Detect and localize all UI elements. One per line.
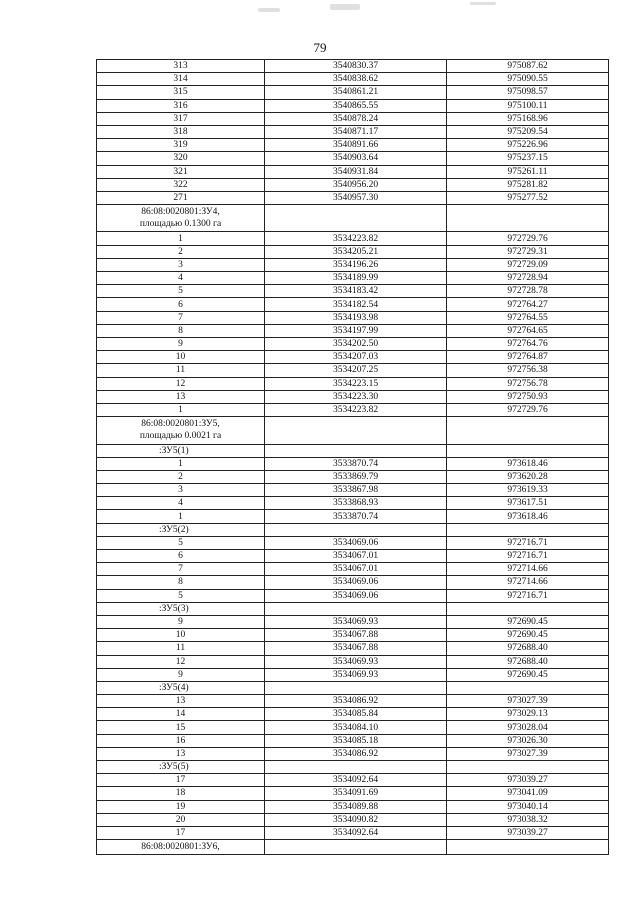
- coordinates-table: [96, 59, 609, 855]
- part-header-row: [97, 602, 609, 615]
- table-row: [97, 377, 609, 390]
- coordinate-y: 975237.15: [447, 152, 609, 165]
- coordinate-y: 972716.71: [447, 536, 609, 549]
- coordinate-x: 3534069.93: [265, 655, 447, 668]
- coordinate-y: 972714.66: [447, 563, 609, 576]
- table-row: [97, 668, 609, 681]
- coordinate-y: 972764.65: [447, 324, 609, 337]
- empty-cell: [447, 761, 609, 774]
- coordinate-x: 3534182.54: [265, 298, 447, 311]
- coordinate-x: 3534092.64: [265, 774, 447, 787]
- page-number: 79: [313, 40, 327, 55]
- table-row: [97, 695, 609, 708]
- coordinate-y: 972764.55: [447, 311, 609, 324]
- coordinate-y: 973038.32: [447, 813, 609, 826]
- coordinate-x: 3533869.79: [265, 470, 447, 483]
- point-number: 8: [97, 576, 265, 589]
- coordinate-y: 975098.57: [447, 86, 609, 99]
- coordinate-y: 972716.71: [447, 589, 609, 602]
- coordinate-y: 973619.33: [447, 484, 609, 497]
- table-row: [97, 390, 609, 403]
- coordinate-y: 973039.27: [447, 774, 609, 787]
- coordinate-x: 3534197.99: [265, 324, 447, 337]
- point-number: 10: [97, 629, 265, 642]
- point-number: 11: [97, 364, 265, 377]
- plot-area: площадью 0.0021 га: [139, 431, 222, 442]
- table-row: [97, 787, 609, 800]
- coordinate-x: 3534193.98: [265, 311, 447, 324]
- coordinate-x: 3534069.06: [265, 589, 447, 602]
- coordinate-y: 975277.52: [447, 191, 609, 204]
- coordinate-y: 973618.46: [447, 510, 609, 523]
- part-header-row: [97, 761, 609, 774]
- coordinate-x: 3540871.17: [265, 125, 447, 138]
- point-number: 9: [97, 337, 265, 350]
- coordinate-y: 972750.93: [447, 390, 609, 403]
- coordinate-y: 972728.78: [447, 285, 609, 298]
- coordinate-x: 3534207.03: [265, 351, 447, 364]
- coordinate-y: 973618.46: [447, 457, 609, 470]
- part-header-row: [97, 444, 609, 457]
- empty-cell: [265, 523, 447, 536]
- point-number: 4: [97, 272, 265, 285]
- coordinate-y: 972690.45: [447, 629, 609, 642]
- coordinate-x: 3534189.99: [265, 272, 447, 285]
- coordinate-x: 3534205.21: [265, 245, 447, 258]
- table-row: [97, 165, 609, 178]
- empty-cell: [447, 840, 609, 855]
- point-number: 14: [97, 708, 265, 721]
- point-number: 1: [97, 457, 265, 470]
- table-row: [97, 813, 609, 826]
- point-number: 322: [97, 178, 265, 191]
- empty-cell: [447, 205, 609, 232]
- coordinate-y: 973039.27: [447, 826, 609, 839]
- point-number: 12: [97, 377, 265, 390]
- coordinate-x: 3534223.30: [265, 390, 447, 403]
- plot-header-row: [97, 840, 609, 855]
- table-row: [97, 112, 609, 125]
- table-row: [97, 99, 609, 112]
- table-row: [97, 826, 609, 839]
- point-number: 271: [97, 191, 265, 204]
- point-number: 2: [97, 470, 265, 483]
- part-header-row: [97, 523, 609, 536]
- coordinate-y: 973041.09: [447, 787, 609, 800]
- point-number: 1: [97, 510, 265, 523]
- coordinate-x: 3534089.88: [265, 800, 447, 813]
- point-number: 18: [97, 787, 265, 800]
- point-number: 7: [97, 563, 265, 576]
- coordinate-x: 3540931.84: [265, 165, 447, 178]
- coordinate-x: 3534202.50: [265, 337, 447, 350]
- point-number: 8: [97, 324, 265, 337]
- table-row: [97, 497, 609, 510]
- coordinate-x: 3534069.06: [265, 536, 447, 549]
- coordinate-y: 972688.40: [447, 655, 609, 668]
- table-row: [97, 655, 609, 668]
- point-number: 12: [97, 655, 265, 668]
- coordinate-x: 3540891.66: [265, 139, 447, 152]
- part-label: :ЗУ5(4): [97, 681, 265, 694]
- empty-cell: [265, 444, 447, 457]
- coordinate-y: 972764.87: [447, 351, 609, 364]
- table-row: [97, 139, 609, 152]
- coordinate-y: 972764.27: [447, 298, 609, 311]
- plot-label: [97, 840, 265, 855]
- plot-header-row: [97, 205, 609, 232]
- part-label: :ЗУ5(3): [97, 602, 265, 615]
- table-row: [97, 510, 609, 523]
- coordinate-x: 3540865.55: [265, 99, 447, 112]
- table-row: [97, 550, 609, 563]
- part-header-row: [97, 681, 609, 694]
- coordinate-x: 3540830.37: [265, 60, 447, 73]
- coordinate-y: 975226.96: [447, 139, 609, 152]
- part-label: :ЗУ5(5): [97, 761, 265, 774]
- coordinate-y: 973027.39: [447, 695, 609, 708]
- coordinate-y: 973027.39: [447, 747, 609, 760]
- table-row: [97, 721, 609, 734]
- point-number: 317: [97, 112, 265, 125]
- table-row: [97, 245, 609, 258]
- coordinate-x: 3540838.62: [265, 73, 447, 86]
- table-row: [97, 60, 609, 73]
- table-row: [97, 615, 609, 628]
- coordinate-x: 3534223.15: [265, 377, 447, 390]
- coordinate-y: 975090.55: [447, 73, 609, 86]
- table-row: [97, 311, 609, 324]
- coordinate-x: 3534069.93: [265, 615, 447, 628]
- coordinate-y: 975281.82: [447, 178, 609, 191]
- point-number: 320: [97, 152, 265, 165]
- plot-label: [97, 417, 265, 444]
- table-row: [97, 298, 609, 311]
- point-number: 314: [97, 73, 265, 86]
- coordinate-x: 3540957.30: [265, 191, 447, 204]
- table-row: [97, 589, 609, 602]
- coordinate-x: 3534067.01: [265, 563, 447, 576]
- table-row: [97, 747, 609, 760]
- point-number: 321: [97, 165, 265, 178]
- coordinate-y: 972690.45: [447, 668, 609, 681]
- table-row: [97, 470, 609, 483]
- coordinate-x: 3540956.20: [265, 178, 447, 191]
- table-row: [97, 734, 609, 747]
- coordinate-y: 973029.13: [447, 708, 609, 721]
- table-row: [97, 642, 609, 655]
- empty-cell: [447, 444, 609, 457]
- empty-cell: [447, 417, 609, 444]
- point-number: 3: [97, 258, 265, 271]
- table-row: [97, 576, 609, 589]
- plot-cadastral-number: 86:08:0020801:ЗУ5,: [141, 419, 220, 430]
- plot-cadastral-number: 86:08:0020801:ЗУ4,: [141, 207, 220, 218]
- table-row: [97, 272, 609, 285]
- point-number: 17: [97, 826, 265, 839]
- coordinate-y: 972756.38: [447, 364, 609, 377]
- table-row: [97, 73, 609, 86]
- table-row: [97, 708, 609, 721]
- coordinate-x: 3534090.82: [265, 813, 447, 826]
- table-row: [97, 457, 609, 470]
- point-number: 9: [97, 615, 265, 628]
- point-number: 20: [97, 813, 265, 826]
- empty-cell: [447, 602, 609, 615]
- table-row: [97, 152, 609, 165]
- point-number: 13: [97, 390, 265, 403]
- point-number: 3: [97, 484, 265, 497]
- coordinate-y: 973617.51: [447, 497, 609, 510]
- point-number: 11: [97, 642, 265, 655]
- point-number: 313: [97, 60, 265, 73]
- point-number: 319: [97, 139, 265, 152]
- coordinate-y: 972729.76: [447, 403, 609, 416]
- table-row: [97, 403, 609, 416]
- coordinate-y: 972688.40: [447, 642, 609, 655]
- coordinate-x: 3534092.64: [265, 826, 447, 839]
- table-row: [97, 285, 609, 298]
- point-number: 15: [97, 721, 265, 734]
- coordinate-x: 3540903.64: [265, 152, 447, 165]
- point-number: 13: [97, 695, 265, 708]
- point-number: 5: [97, 536, 265, 549]
- empty-cell: [447, 681, 609, 694]
- point-number: 6: [97, 550, 265, 563]
- coordinate-x: 3534067.01: [265, 550, 447, 563]
- point-number: 19: [97, 800, 265, 813]
- table-row: [97, 337, 609, 350]
- coordinate-y: 973026.30: [447, 734, 609, 747]
- plot-label: [97, 205, 265, 232]
- table-row: [97, 800, 609, 813]
- coordinate-x: 3533867.98: [265, 484, 447, 497]
- coordinate-x: 3534223.82: [265, 403, 447, 416]
- point-number: 5: [97, 589, 265, 602]
- coordinate-x: 3534196.26: [265, 258, 447, 271]
- coordinate-x: 3534084.10: [265, 721, 447, 734]
- coordinate-x: 3534091.69: [265, 787, 447, 800]
- table-row: [97, 232, 609, 245]
- empty-cell: [265, 761, 447, 774]
- table-row: [97, 178, 609, 191]
- part-label: :ЗУ5(1): [97, 444, 265, 457]
- table-row: [97, 364, 609, 377]
- part-label: :ЗУ5(2): [97, 523, 265, 536]
- coordinate-x: 3534085.18: [265, 734, 447, 747]
- coordinate-y: 972690.45: [447, 615, 609, 628]
- empty-cell: [447, 523, 609, 536]
- coordinate-y: 973028.04: [447, 721, 609, 734]
- empty-cell: [265, 602, 447, 615]
- coordinate-y: 972764.76: [447, 337, 609, 350]
- point-number: 1: [97, 403, 265, 416]
- point-number: 9: [97, 668, 265, 681]
- coordinate-x: 3540878.24: [265, 112, 447, 125]
- table-row: [97, 86, 609, 99]
- table-row: [97, 629, 609, 642]
- coordinate-x: 3534067.88: [265, 642, 447, 655]
- table-row: [97, 258, 609, 271]
- plot-header-row: [97, 417, 609, 444]
- point-number: 1: [97, 232, 265, 245]
- coordinate-x: 3533868.93: [265, 497, 447, 510]
- scan-smudge: [258, 8, 280, 12]
- point-number: 4: [97, 497, 265, 510]
- coordinate-y: 972729.09: [447, 258, 609, 271]
- table-row: [97, 324, 609, 337]
- plot-cadastral-number: 86:08:0020801:ЗУ6,: [141, 842, 220, 853]
- point-number: 7: [97, 311, 265, 324]
- point-number: 6: [97, 298, 265, 311]
- empty-cell: [265, 681, 447, 694]
- table-row: [97, 191, 609, 204]
- point-number: 318: [97, 125, 265, 138]
- coordinate-x: 3534207.25: [265, 364, 447, 377]
- coordinate-x: 3533870.74: [265, 457, 447, 470]
- coordinate-y: 973040.14: [447, 800, 609, 813]
- coordinate-y: 972714.66: [447, 576, 609, 589]
- point-number: 17: [97, 774, 265, 787]
- coordinate-y: 972756.78: [447, 377, 609, 390]
- coordinate-y: 975087.62: [447, 60, 609, 73]
- table-row: [97, 351, 609, 364]
- point-number: 315: [97, 86, 265, 99]
- empty-cell: [265, 417, 447, 444]
- coordinate-x: 3533870.74: [265, 510, 447, 523]
- coordinate-x: 3534086.92: [265, 695, 447, 708]
- point-number: 2: [97, 245, 265, 258]
- coordinates-table-body: [97, 60, 609, 855]
- table-row: [97, 125, 609, 138]
- coordinate-x: 3534067.88: [265, 629, 447, 642]
- point-number: 316: [97, 99, 265, 112]
- coordinate-y: 973620.28: [447, 470, 609, 483]
- table-row: [97, 774, 609, 787]
- coordinate-y: 972729.76: [447, 232, 609, 245]
- plot-area: площадью 0.1300 га: [139, 219, 222, 230]
- scan-smudge: [470, 2, 496, 5]
- coordinate-y: 972728.94: [447, 272, 609, 285]
- coordinate-x: 3534183.42: [265, 285, 447, 298]
- point-number: 16: [97, 734, 265, 747]
- coordinate-x: 3540861.21: [265, 86, 447, 99]
- point-number: 10: [97, 351, 265, 364]
- point-number: 5: [97, 285, 265, 298]
- scan-smudge: [330, 4, 360, 10]
- table-row: [97, 563, 609, 576]
- empty-cell: [265, 205, 447, 232]
- coordinate-y: 972716.71: [447, 550, 609, 563]
- table-row: [97, 484, 609, 497]
- coordinate-x: 3534086.92: [265, 747, 447, 760]
- empty-cell: [265, 840, 447, 855]
- coordinate-y: 975209.54: [447, 125, 609, 138]
- coordinate-x: 3534069.06: [265, 576, 447, 589]
- coordinate-y: 972729.31: [447, 245, 609, 258]
- coordinate-y: 975168.96: [447, 112, 609, 125]
- coordinate-x: 3534085.84: [265, 708, 447, 721]
- coordinate-y: 975261.11: [447, 165, 609, 178]
- point-number: 13: [97, 747, 265, 760]
- coordinate-x: 3534069.93: [265, 668, 447, 681]
- coordinate-x: 3534223.82: [265, 232, 447, 245]
- table-row: [97, 536, 609, 549]
- coordinate-y: 975100.11: [447, 99, 609, 112]
